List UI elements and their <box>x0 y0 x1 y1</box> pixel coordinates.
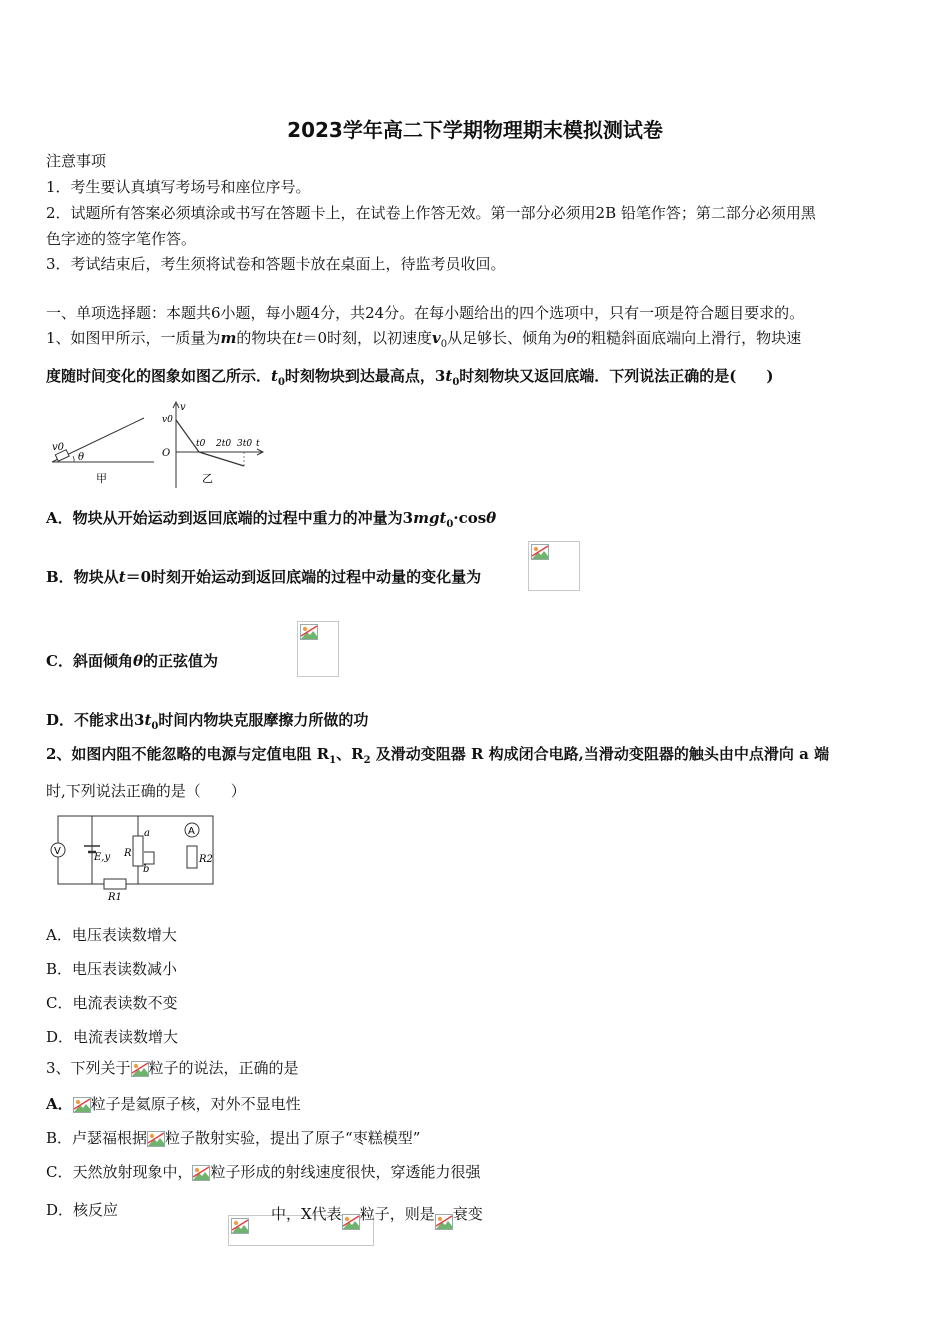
q1-option-b: B．物块从t＝0时刻开始运动到返回底端的过程中动量的变化量为 <box>46 568 482 586</box>
q1-option-c: C．斜面倾角θ的正弦值为 <box>46 652 218 670</box>
q2-option-c: C．电流表读数不变 <box>46 994 178 1012</box>
q3-stem: 3、下列关于 粒子的说法，正确的是 <box>46 1059 299 1077</box>
q3-option-d-rest: 中，X代表 粒子，则是 衰变 <box>271 1199 483 1231</box>
q3-option-c: C．天然放射现象中， 粒子形成的射线速度很快，穿透能力很强 <box>46 1163 481 1181</box>
notice-heading: 注意事项 <box>46 152 107 170</box>
t0-tick: t0 <box>196 439 206 449</box>
q2-option-a: A．电压表读数增大 <box>46 926 177 944</box>
q2-option-b: B．电压表读数减小 <box>46 960 178 978</box>
section-heading: 一、单项选择题：本题共6小题，每小题4分，共24分。在每小题给出的四个选项中，只有一项是符合题目要求的。 <box>46 304 805 322</box>
jia-label: 甲 <box>96 472 107 485</box>
q1-option-d: D．不能求出$3t_0$时间内物块克服摩擦力所做的功 <box>46 711 369 732</box>
broken-image-icon <box>131 1060 149 1078</box>
v-axis-label: v <box>180 402 186 413</box>
rheostat-label: R <box>124 848 132 859</box>
q3-option-a: A． 粒子是氦原子核，对外不显电性 <box>46 1095 301 1113</box>
formula-image <box>528 541 580 591</box>
broken-image-icon <box>300 624 318 640</box>
t-axis-label: t <box>256 439 260 449</box>
q3-option-b: B．卢瑟福根据 粒子散射实验，提出了原子“枣糕模型” <box>46 1129 421 1147</box>
2t0-tick: 2t0 <box>216 439 232 449</box>
formula-image <box>297 621 339 677</box>
notice-item: 色字迹的签字笔作答。 <box>46 230 197 248</box>
terminal-a-label: a <box>144 828 150 839</box>
source-label: E,y <box>94 852 111 863</box>
q1-stem-line1: 1、如图甲所示，一质量为m的物块在t＝0时刻，以初速度$v_0$从足够长、倾角为θ的粗糙斜面底端向上滑行，物块速 <box>46 329 802 350</box>
ammeter-label: A <box>188 826 195 837</box>
theta-label: θ <box>78 452 85 463</box>
broken-image-icon <box>73 1096 91 1114</box>
terminal-b-label: b <box>143 864 150 875</box>
q2-stem-line1: 2、如图内阻不能忽略的电源与定值电阻 $R_1$、$R_2$ 及滑动变阻器 R 构成闭合电路,当滑动变阻器的触头由中点滑向 a 端 <box>46 745 830 766</box>
broken-image-icon <box>531 544 549 560</box>
v0-tick: v0 <box>162 415 173 425</box>
incline-figure <box>52 418 154 485</box>
voltmeter-label: V <box>54 846 61 857</box>
notice-item: 1．考生要认真填写考场号和座位序号。 <box>46 178 311 196</box>
yi-label: 乙 <box>202 472 213 485</box>
r1-label: R1 <box>108 892 122 903</box>
q2-circuit-figure <box>44 812 219 904</box>
r2-label: R2 <box>199 854 213 865</box>
q3-option-d: D．核反应 <box>46 1201 119 1219</box>
q1-option-a: A．物块从开始运动到返回底端的过程中重力的冲量为3mgt$_0$·cosθ <box>46 509 497 530</box>
q1-stem-line2: 度随时间变化的图象如图乙所示．$t_0$时刻物块到达最高点，$3t_0$时刻物块又返回底端．下列说法正确的是( ) <box>46 367 774 388</box>
notice-item: 3．考试结束后，考生须将试卷和答题卡放在桌面上，待监考员收回。 <box>46 255 506 273</box>
3t0-tick: 3t0 <box>237 439 253 449</box>
v0-label: v0 <box>52 442 65 453</box>
q2-stem-line2: 时,下列说法正确的是（ ） <box>46 782 246 800</box>
page-title: 2023学年高二下学期物理期末模拟测试卷 <box>287 118 663 142</box>
broken-image-icon <box>192 1164 210 1182</box>
q1-figure <box>44 400 274 490</box>
notice-item: 2．试题所有答案必须填涂或书写在答题卡上，在试卷上作答无效。第一部分必须用2B 铅笔作答；第二部分必须用黑 <box>46 204 816 222</box>
broken-image-icon <box>231 1218 249 1234</box>
broken-image-icon <box>435 1213 453 1231</box>
broken-image-icon <box>147 1130 165 1148</box>
vt-graph <box>162 402 263 488</box>
origin-label: O <box>162 448 171 459</box>
q2-option-d: D．电流表读数增大 <box>46 1028 179 1046</box>
broken-image-icon <box>342 1213 360 1231</box>
